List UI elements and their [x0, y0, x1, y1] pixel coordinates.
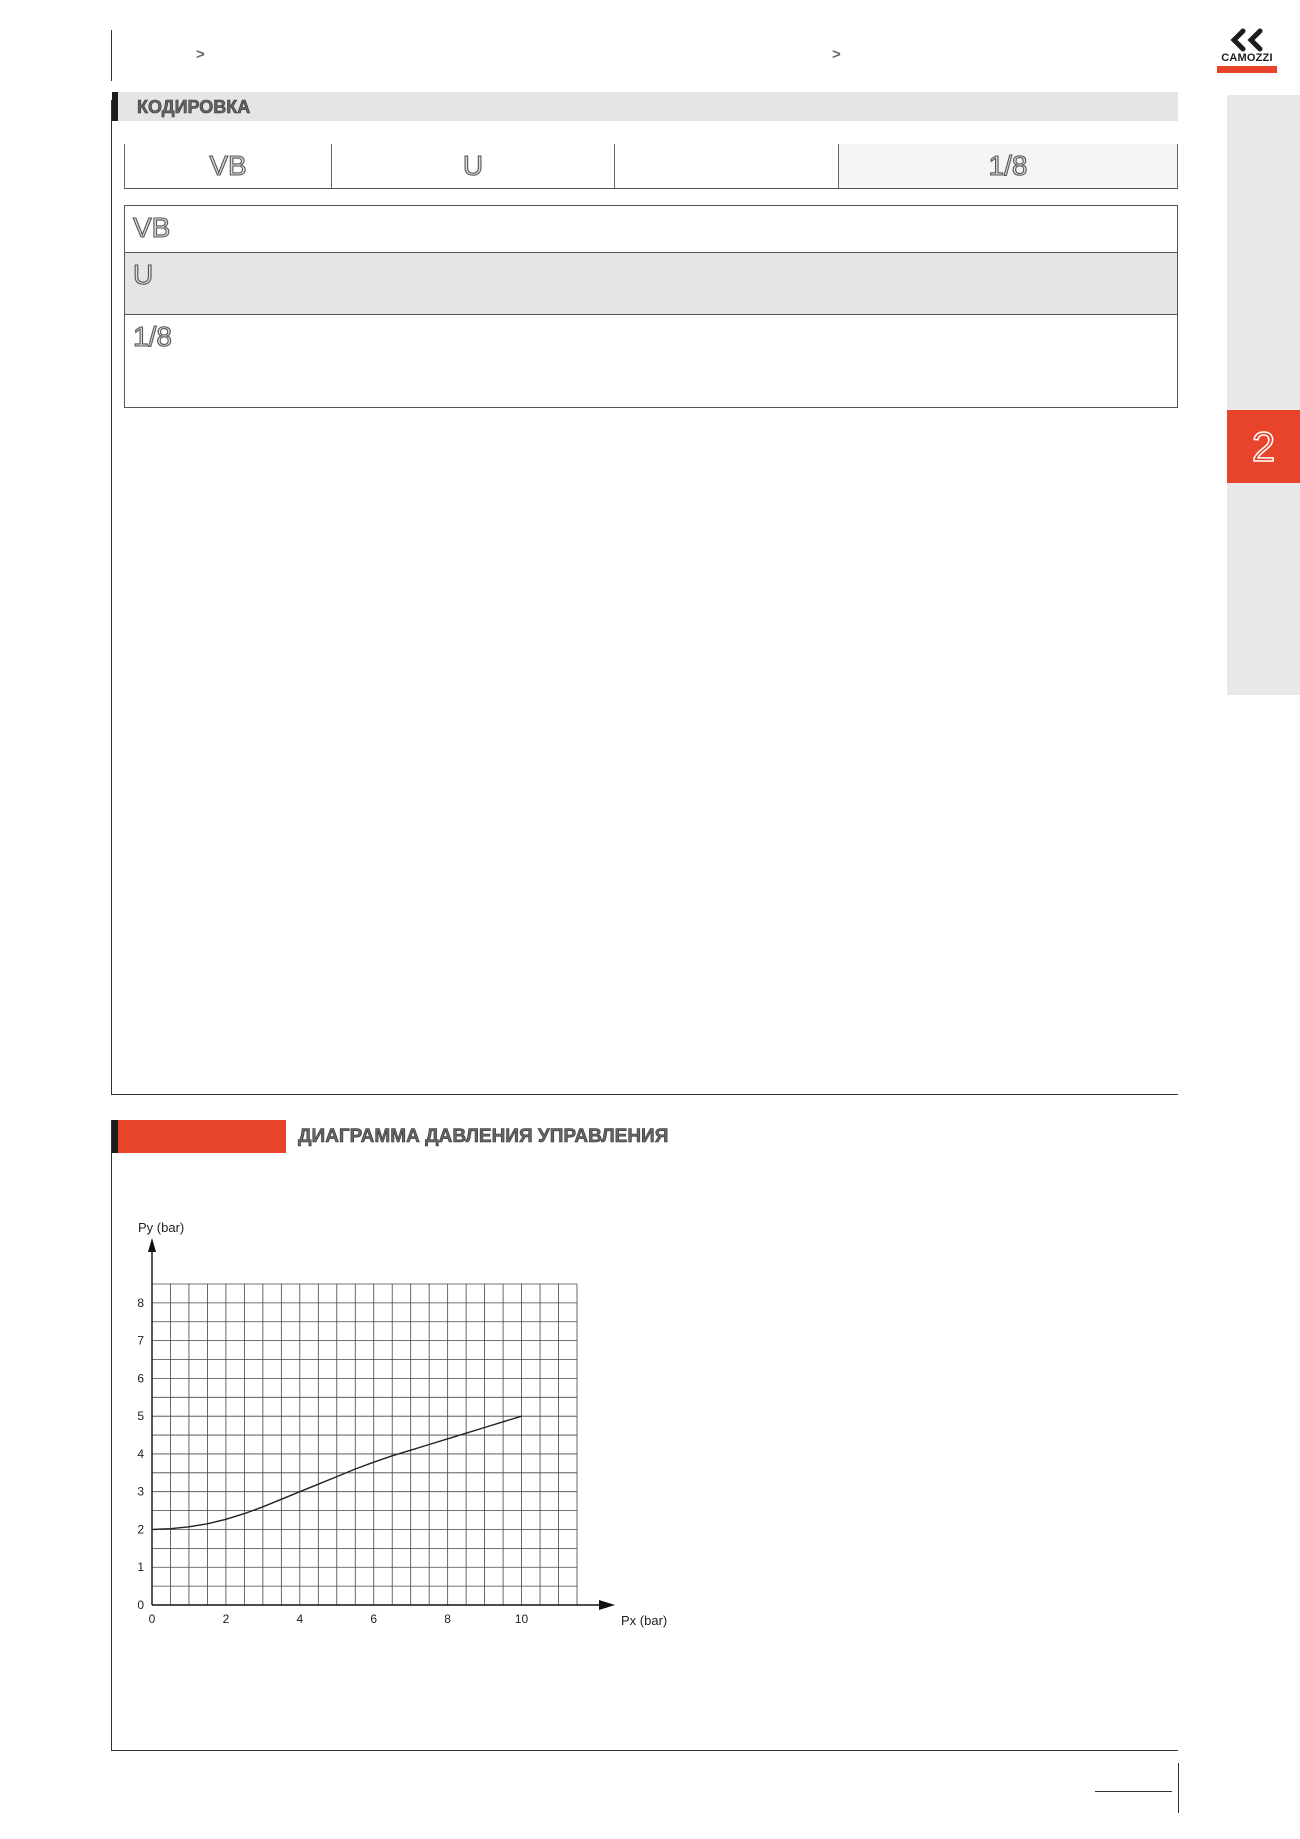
- y-tick-label: 6: [137, 1371, 144, 1386]
- code-cell-series: VB: [124, 144, 331, 188]
- y-tick-label: 8: [137, 1295, 144, 1310]
- frame-line: [111, 100, 112, 1095]
- camozzi-logo: [1214, 28, 1280, 76]
- y-axis-label: Py (bar): [138, 1220, 185, 1235]
- chart-ticks: [137, 1296, 528, 1626]
- coding-section-header: [112, 92, 1178, 121]
- y-tick-label: 3: [137, 1484, 144, 1499]
- section-accent-bar: [118, 1120, 286, 1153]
- y-tick-label: 4: [137, 1446, 144, 1461]
- y-axis-arrow-icon: [148, 1238, 156, 1252]
- legend-code: U: [133, 259, 154, 290]
- coding-legend-table: [124, 205, 1178, 408]
- section-marker: [112, 92, 118, 121]
- chart-grid: [152, 1284, 577, 1605]
- x-tick-label: 2: [222, 1612, 230, 1626]
- legend-row-series: [125, 206, 1177, 252]
- footer-divider: [1178, 1763, 1179, 1813]
- coding-section-title: КОДИРОВКА: [137, 97, 251, 117]
- logo-text: CAMOZZI: [1221, 52, 1273, 64]
- logo-accent-bar: [1217, 66, 1277, 73]
- x-axis-arrow-icon: [599, 1600, 615, 1610]
- chart-axes: [148, 1238, 615, 1610]
- x-tick-label: 0: [148, 1612, 156, 1626]
- breadcrumb-separator-2: >: [832, 46, 841, 63]
- code-example-row: [124, 144, 1178, 189]
- section-tab[interactable]: [1227, 410, 1300, 483]
- section-tab-number: 2: [1251, 422, 1276, 470]
- header-divider: [111, 30, 112, 81]
- breadcrumb-separator-1: >: [196, 46, 205, 63]
- frame-line: [111, 1120, 112, 1750]
- y-tick-label: 2: [137, 1522, 144, 1537]
- legend-code: 1/8: [133, 321, 172, 352]
- camozzi-logo-icon: [1229, 28, 1265, 52]
- frame-line: [111, 1750, 1178, 1751]
- x-axis-label: Px (bar): [621, 1613, 668, 1628]
- y-tick-label: 1: [137, 1560, 144, 1575]
- pilot-pressure-chart: [118, 1200, 668, 1628]
- y-tick-label: 5: [137, 1409, 144, 1424]
- legend-code: VB: [133, 212, 171, 243]
- frame-line: [111, 1094, 1178, 1095]
- code-cell-empty: [614, 144, 838, 188]
- diagram-section-title: ДИАГРАММА ДАВЛЕНИЯ УПРАВЛЕНИЯ: [298, 1126, 669, 1147]
- x-tick-label: 6: [370, 1612, 378, 1626]
- x-tick-label: 8: [444, 1612, 451, 1626]
- code-cell-version: U: [331, 144, 614, 188]
- y-tick-label: 0: [137, 1598, 144, 1612]
- code-cell-thread: 1/8: [838, 144, 1178, 188]
- x-tick-label: 10: [514, 1612, 529, 1626]
- x-tick-label: 4: [296, 1612, 304, 1626]
- side-tab-strip: [1227, 95, 1300, 695]
- legend-row-version: [125, 252, 1177, 314]
- footer-line: [1095, 1791, 1172, 1792]
- legend-row-thread: [125, 314, 1177, 407]
- y-tick-label: 7: [137, 1333, 144, 1348]
